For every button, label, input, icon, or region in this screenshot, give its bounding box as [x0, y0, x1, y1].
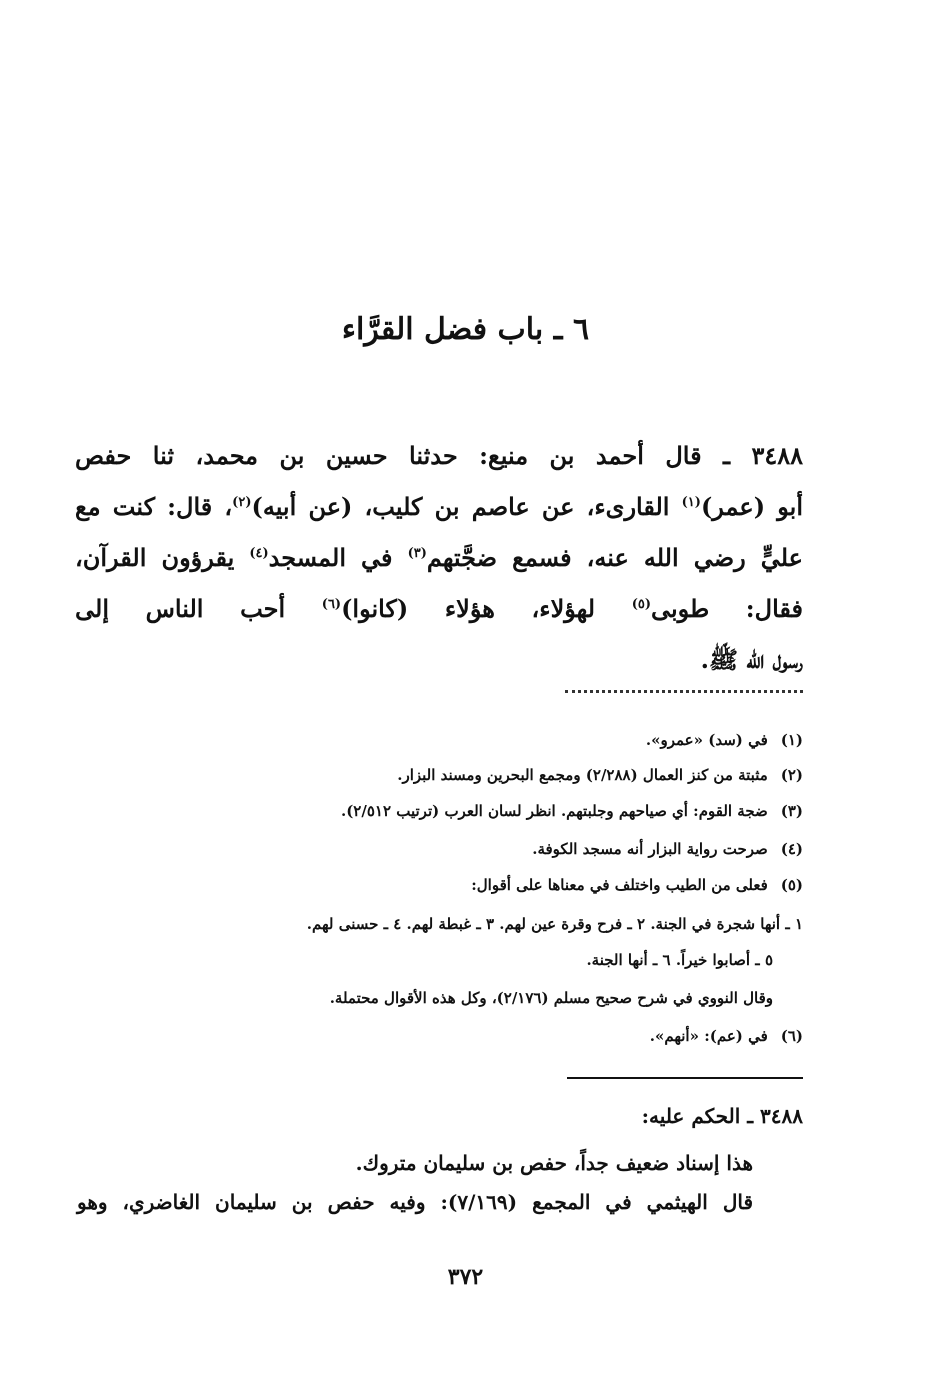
footnote-text: صرحت رواية البزار أنه مسجد الكوفة. — [532, 840, 768, 858]
ruling-line-1: هذا إسناد ضعيف جداً، حفص بن سليمان متروك. — [355, 1151, 753, 1175]
footnote-ref[interactable]: (٥) — [631, 597, 651, 612]
chapter-title: ٦ ـ باب فضل القرَّاء — [341, 312, 590, 347]
footnote-6 — [75, 1025, 803, 1047]
hadith-text-span: فقال: طوبى — [650, 594, 804, 623]
hadith-text-span: يقرؤون القرآن، — [75, 543, 250, 572]
hadith-line-3 — [75, 532, 803, 583]
hadith-text-span: في المسجد — [268, 543, 408, 572]
hadith-line-4 — [75, 583, 803, 634]
footnote-number: (٣) — [780, 802, 803, 820]
hadith-text-span: عليٍّ رضي الله عنه، فسمع ضجَّتهم — [426, 543, 803, 572]
ruling-line-2: قال الهيثمي في المجمع (٧/١٦٩): وفيه حفص بن سليمان الغاضري، وهو — [77, 1190, 754, 1214]
footnote-ref[interactable]: (١) — [681, 495, 701, 510]
hadith-text — [75, 430, 803, 685]
footnote-5-line-3: ٥ ـ أصابوا خيراً. ٦ ـ أنها الجنة. — [586, 951, 773, 969]
dotted-separator — [565, 690, 803, 693]
hadith-line-1: ٣٤٨٨ ـ قال أحمد بن منيع: حدثنا حسين بن محمد، ثنا حفص — [75, 441, 803, 470]
footnote-text: في (عم): «أنهم». — [649, 1027, 768, 1045]
footnote-text: فعلى من الطيب واختلف في معناها على أقوال: — [471, 876, 768, 894]
footnote-number: (٥) — [780, 876, 803, 894]
footnote-number: (٦) — [780, 1027, 803, 1045]
page-number: ٣٧٢ — [447, 1264, 484, 1290]
hadith-line-2 — [75, 481, 803, 532]
hadith-text-span: لهؤلاء، هؤلاء (كانوا) — [341, 594, 632, 623]
hadith-line-5: رسول الله ﷺ. — [700, 645, 803, 674]
footnote-ref[interactable]: (٤) — [249, 546, 269, 561]
footnote-number: (٤) — [780, 840, 803, 858]
ruling-heading: ٣٤٨٨ ـ الحكم عليه: — [641, 1104, 803, 1128]
hadith-text-span: القارىء، عن عاصم بن كليب، (عن أبيه) — [251, 492, 682, 521]
footnote-ref[interactable]: (٣) — [407, 546, 427, 561]
footnote-5 — [75, 874, 803, 896]
hadith-text-span: أحب الناس إلى — [75, 594, 322, 623]
hadith-text-span: أبو (عمر) — [700, 492, 803, 521]
footnote-3 — [75, 800, 803, 822]
footnote-5-line-4: وقال النووي في شرح صحيح مسلم (٢/١٧٦)، وكل هذه الأقوال محتملة. — [329, 989, 773, 1007]
footnote-ref[interactable]: (٦) — [321, 597, 342, 612]
footnote-text: مثبتة من كنز العمال (٢/٢٨٨) ومجمع البحرين ومسند البزار. — [397, 766, 768, 784]
footnote-number: (١) — [780, 731, 803, 749]
footnote-2 — [75, 764, 803, 786]
footnote-4 — [75, 838, 803, 860]
footnote-1 — [75, 729, 803, 751]
hadith-text-span: ، قال: كنت مع — [75, 492, 233, 521]
footnote-5-line-2: ١ ـ أنها شجرة في الجنة. ٢ ـ فرح وقرة عين لهم. ٣ ـ غبطة لهم. ٤ ـ حسنى لهم. — [306, 915, 803, 933]
footnote-text: ضجة القوم: أي صياحهم وجلبتهم. انظر لسان العرب (ترتيب ٢/٥١٢). — [340, 802, 768, 820]
footnote-ref[interactable]: (٢) — [232, 495, 252, 510]
footnote-text: في (سد) «عمرو». — [645, 731, 768, 749]
solid-separator — [567, 1077, 803, 1079]
footnote-number: (٢) — [780, 766, 803, 784]
